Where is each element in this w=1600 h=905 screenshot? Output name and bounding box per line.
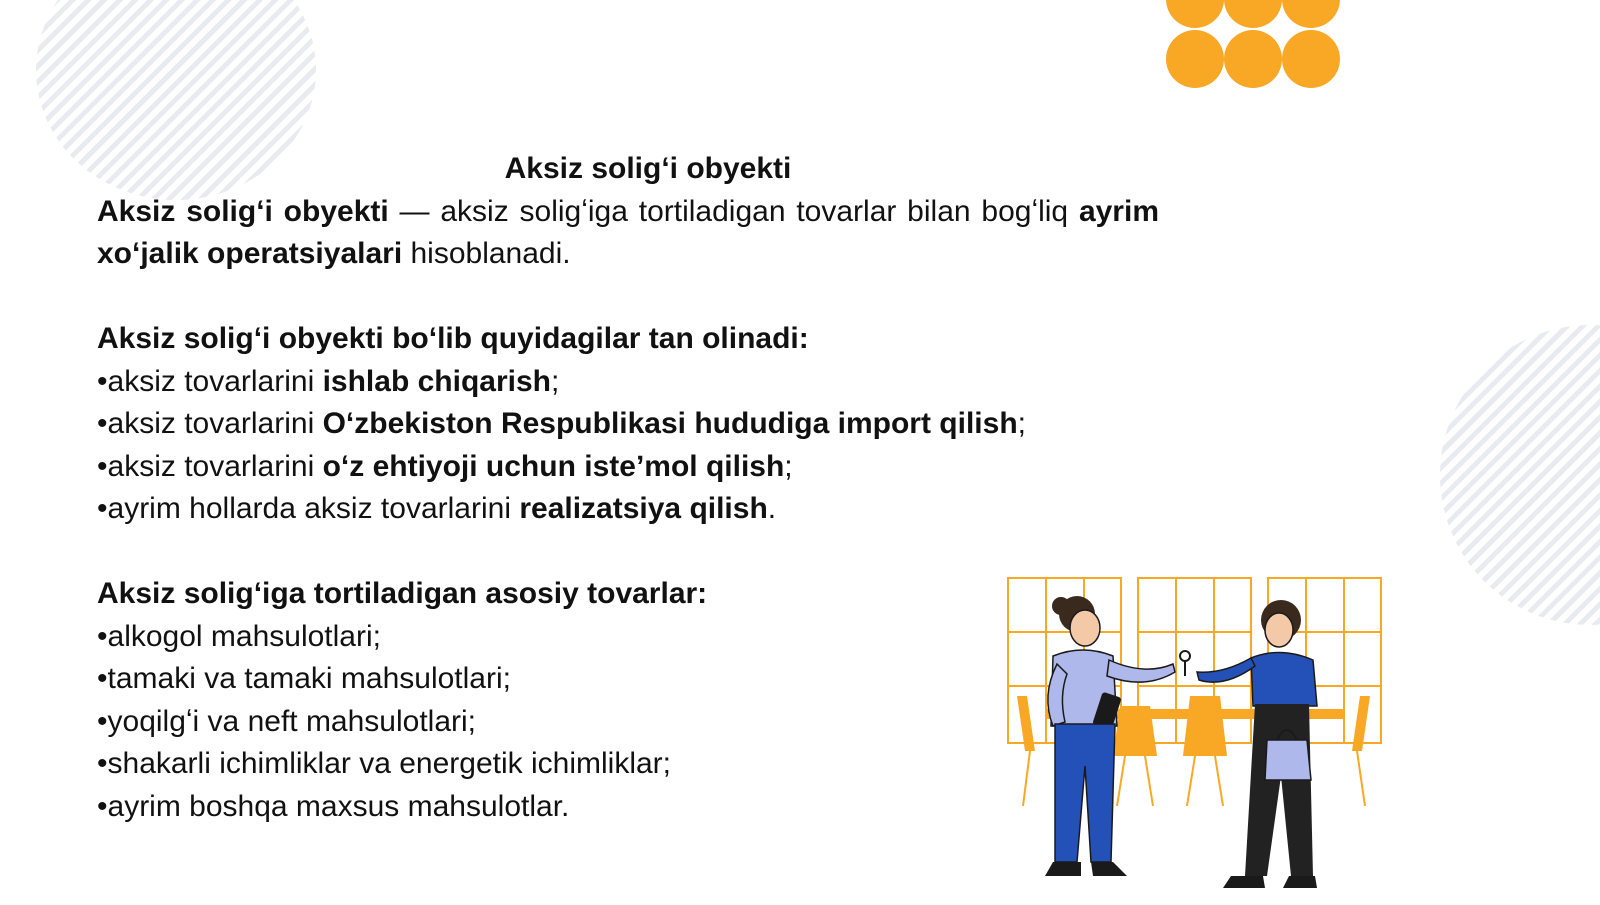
list-item: •aksiz tovarlarini ishlab chiqarish; bbox=[97, 364, 560, 398]
definition-term: Aksiz soligʻi obyekti bbox=[97, 194, 389, 228]
list-item: •shakarli ichimliklar va energetik ichimliklar; bbox=[97, 747, 671, 780]
list-item: •alkogol mahsulotlari; bbox=[97, 619, 381, 653]
list-item: •aksiz tovarlarini Oʻzbekiston Respublikasi hududiga import qilish; bbox=[97, 407, 1026, 440]
definition-dash: — bbox=[388, 194, 441, 228]
slide-title: Aksiz soligʻi obyekti bbox=[504, 152, 792, 185]
goods-heading: Aksiz soligʻiga tortiladigan asosiy tovarlar: bbox=[97, 577, 708, 610]
orange-dots-decoration bbox=[1166, 0, 1346, 90]
two-women-handshake-key-illustration bbox=[1005, 576, 1385, 900]
slide-content bbox=[97, 148, 1159, 828]
list-item: •tamaki va tamaki mahsulotlari; bbox=[97, 662, 511, 695]
definition-bold: ayrim xoʻjalik operatsiyalari bbox=[97, 194, 1159, 270]
list-item: •aksiz tovarlarini oʻz ehtiyoji uchun isteʼmol qilish; bbox=[97, 449, 793, 483]
definition-text: aksiz soligʻiga tortiladigan tovarlar bilan bogʻliq bbox=[440, 194, 1079, 228]
list-item: •yoqilgʻi va neft mahsulotlari; bbox=[97, 704, 477, 738]
objects-heading: Aksiz soligʻi obyekti boʻlib quyidagilar tan olinadi: bbox=[97, 322, 809, 355]
definition-paragraph bbox=[97, 191, 1159, 276]
list-item: •ayrim boshqa maxsus mahsulotlar. bbox=[97, 789, 570, 823]
list-item: •ayrim hollarda aksiz tovarlarini realizatsiya qilish. bbox=[97, 492, 777, 525]
striped-circle-decoration-right bbox=[1440, 325, 1600, 625]
definition-end: hisoblanadi. bbox=[402, 237, 571, 270]
